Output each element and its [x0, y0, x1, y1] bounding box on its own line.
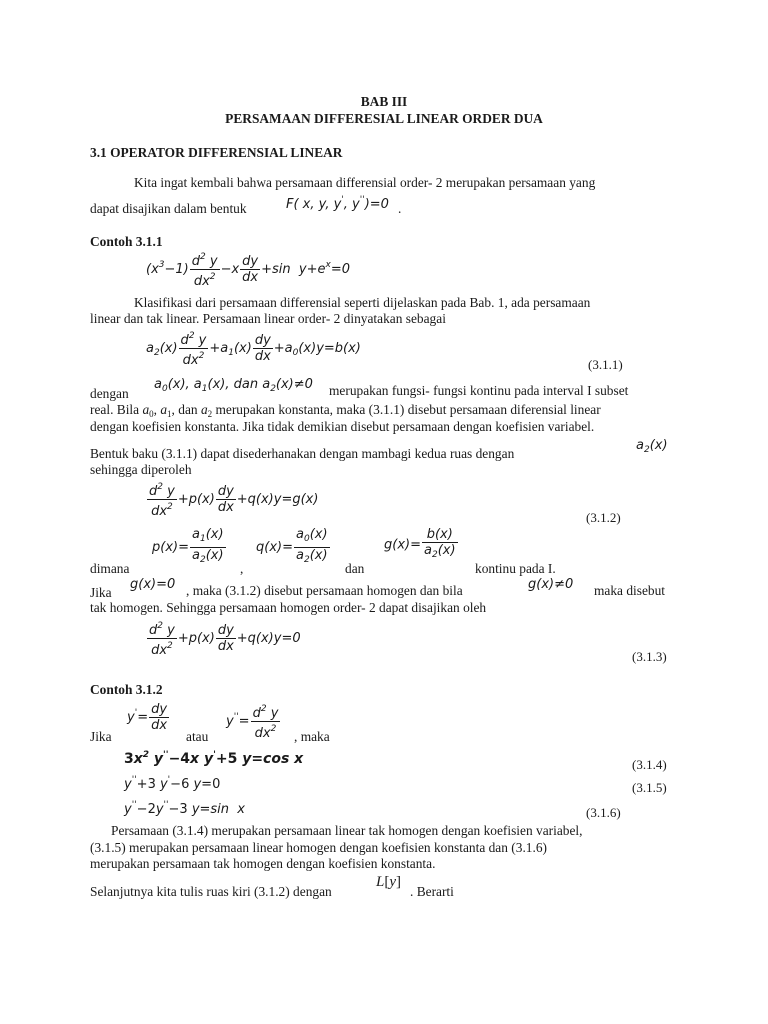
- atau-label: atau: [186, 729, 209, 744]
- dengan-line-3: dengan koefisien konstanta. Jika tidak demikian disebut persamaan dengan koefisien variabel.: [90, 419, 595, 434]
- general-form-equation: F( x, y, y', y'')=0: [286, 195, 389, 212]
- comma-sep: ,: [240, 561, 244, 576]
- q-definition: q(x)= $\frac{a_0(x)}{a_2(x)}$: [256, 527, 328, 565]
- classify-line-2: linear dan tak linear. Persamaan linear order- 2 dinyatakan sebagai: [90, 311, 446, 326]
- coefficient-functions: $a_0(x)$, $a_1(x)$, dan $a_2(x)\ne 0$: [154, 377, 313, 394]
- equation-3-1-3: $\frac{d^2 y}{dx^2}$ +p(x) $\frac{dy}{dx}$ +q(x)y=0: [149, 621, 301, 658]
- first-derivative-def: y'= $\frac{dy}{dx}$: [127, 702, 168, 733]
- dengan-line-2: real. Bila $a_0$, $a_1$, dan $a_2$ merupakan konstanta, maka (3.1.1) disebut persamaan diferensial linear: [90, 402, 601, 419]
- eq-number-3-1-4: (3.1.4): [632, 757, 667, 772]
- dengan-rest: merupakan fungsi- fungsi kontinu pada interval I subset: [329, 383, 629, 398]
- intro-line-1: Kita ingat kembali bahwa persamaan differensial order- 2 merupakan persamaan yang: [134, 175, 596, 190]
- persamaan-line-3: merupakan persamaan tak homogen dengan koefisien konstanta.: [90, 856, 436, 871]
- example-heading-1: Contoh 3.1.1: [90, 234, 163, 249]
- equation-3-1-4: $3x^2$ y''−4x y'+5 y=cos x: [124, 750, 304, 767]
- jika-label: Jika: [90, 585, 112, 600]
- classify-line-1: Klasifikasi dari persamaan differensial seperti dijelaskan pada Bab. 1, ada persamaan: [134, 295, 591, 310]
- eq-number-3-1-1: (3.1.1): [588, 357, 623, 372]
- example-heading-2: Contoh 3.1.2: [90, 682, 163, 697]
- maka-label: , maka: [294, 729, 330, 744]
- equation-3-1-2: $\frac{d^2 y}{dx^2}$ +p(x) $\frac{dy}{dx}$ +q(x)y=g(x): [149, 482, 319, 519]
- jika-line-2: tak homogen. Sehingga persamaan homogen order- 2 dapat disajikan oleh: [90, 600, 487, 615]
- homogeneous-condition: g(x)=0: [130, 577, 176, 592]
- g-definition: g(x)= $\frac{b(x)}{a_2(x)}$: [384, 527, 456, 560]
- dengan-line-2b: merupakan konstanta, maka (3.1.1) disebut persamaan diferensial linear: [212, 402, 601, 417]
- nonhomogeneous-condition: g(x)≠0: [528, 577, 574, 592]
- persamaan-line-1: Persamaan (3.1.4) merupakan persamaan linear tak homogen dengan koefisien variabel,: [111, 823, 583, 838]
- selanjutnya-end: . Berarti: [410, 884, 454, 899]
- eq-number-3-1-3: (3.1.3): [632, 649, 667, 664]
- classification-paragraph: [90, 294, 678, 311]
- example-equation-1: $(x^3-1)$ $\frac{d^2 y}{dx^2}$ −x $\frac{dy}{dx}$ +sin $y+e^x=0$: [146, 252, 350, 289]
- eq-number-3-1-2: (3.1.2): [586, 510, 621, 525]
- jika-end: maka disebut: [594, 583, 666, 598]
- intro-end: .: [398, 201, 402, 216]
- equation-3-1-5: y''+3 y'−6 y=0: [124, 775, 221, 792]
- bentuk-line-1: Bentuk baku (3.1.1) dapat disederhanakan dengan mambagi kedua ruas dengan: [90, 446, 515, 461]
- eq-number-3-1-5: (3.1.5): [632, 780, 667, 795]
- bentuk-line-2: sehingga diperoleh: [90, 462, 192, 477]
- dengan-label: dengan: [90, 386, 129, 401]
- selanjutnya-text: Selanjutnya kita tulis ruas kiri (3.1.2) dengan: [90, 884, 332, 899]
- equation-3-1-1: $a_2(x)$ $\frac{d^2 y}{dx^2}$ $+a_1(x)$ $\frac{dy}{dx}$ $+a_0(x)y=b(x)$: [146, 331, 361, 368]
- operator-L: L[y]: [376, 874, 402, 890]
- second-derivative-def: y''= $\frac{d^2 y}{dx^2}$: [226, 704, 279, 741]
- dengan-line-2a: real. Bila: [90, 402, 143, 417]
- eq-number-3-1-6: (3.1.6): [586, 805, 621, 820]
- dimana-label: dimana: [90, 561, 130, 576]
- section-heading: 3.1 OPERATOR DIFFERENSIAL LINEAR: [90, 145, 343, 160]
- persamaan-line-2: (3.1.5) merupakan persamaan linear homogen dengan koefisien konstanta dan (3.1.6): [90, 840, 547, 855]
- kontinu-label: kontinu pada I.: [475, 561, 556, 576]
- chapter-title: PERSAMAAN DIFFERESIAL LINEAR ORDER DUA: [225, 111, 543, 126]
- chapter-label: BAB III: [360, 94, 408, 109]
- dan-label: dan: [345, 561, 365, 576]
- example2-jika: Jika: [90, 729, 112, 744]
- equation-3-1-6: y''−2y''−3 y=sin x: [124, 800, 245, 817]
- p-definition: p(x)= $\frac{a_1(x)}{a_2(x)}$: [152, 527, 224, 565]
- intro-line-2: dapat disajikan dalam bentuk: [90, 201, 247, 216]
- jika-mid: , maka (3.1.2) disebut persamaan homogen dan bila: [186, 583, 463, 598]
- divisor-a2: $a_2(x)$: [636, 438, 668, 455]
